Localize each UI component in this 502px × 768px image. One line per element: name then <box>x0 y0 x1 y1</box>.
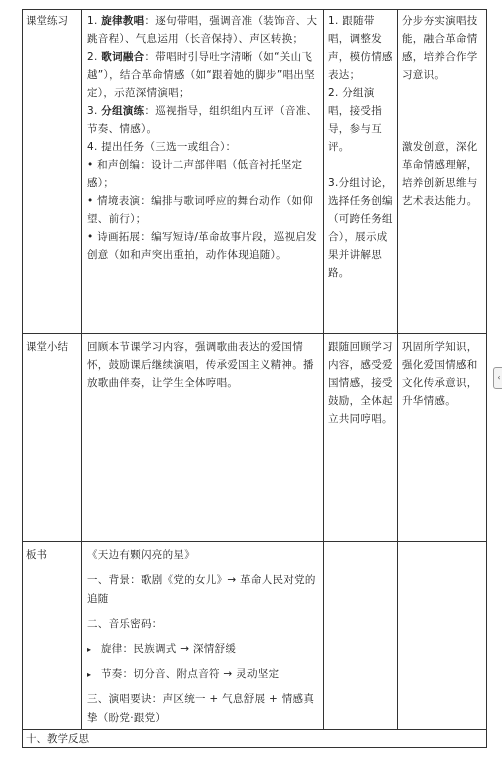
section-heading-reflection: 十、教学反思 <box>26 733 89 745</box>
practice-step: 2. 歌词融合：带唱时引导吐字清晰（如“关山飞越”），结合革命情感（如“跟着她的脚步”唱出坚定），示范深情演唱； <box>87 51 315 99</box>
row-label-practice: 课堂练习 <box>26 15 68 27</box>
board-music-heading: 二、音乐密码： <box>87 618 163 630</box>
practice-student-cell: 1. 跟随带唱，调整发声，模仿情感表达； 2. 分组演唱，接受指导，参与互评。 3.分组讨论，选择任务创编（可跨任务组合），展示成果并讲解思路。 <box>328 15 393 279</box>
practice-teacher-cell <box>87 12 319 264</box>
table-border-bottom <box>22 747 487 748</box>
practice-bullet: • 和声创编：设计二声部伴唱（低音衬托坚定感）； <box>87 159 303 189</box>
row-label-summary: 课堂小结 <box>26 341 68 353</box>
practice-intent-cell: 分步夯实演唱技能，融合革命情感，培养合作学习意识。 激发创意，深化革命情感理解，培养创新思维与艺术表达能力。 <box>402 15 478 207</box>
board-title: 《天边有颗闪亮的星》 <box>87 549 195 561</box>
table-border-right <box>486 9 487 747</box>
row-divider-3 <box>22 729 487 730</box>
board-rhythm: ▸ 节奏：切分音、附点音符 → 灵动坚定 <box>87 665 319 684</box>
board-cell <box>87 546 319 728</box>
row-divider-1 <box>22 333 487 334</box>
summary-student-cell: 跟随回顾学习内容，感受爱国情感，接受鼓励，全体起立共同哼唱。 <box>328 341 393 425</box>
row-label-board: 板书 <box>26 549 47 561</box>
table-border-col3 <box>397 9 398 729</box>
practice-bullet: • 诗画拓展：编写短诗/革命故事片段，巡视启发创意（如和声突出重拍，动作体现追随）。 <box>87 231 317 261</box>
row-divider-2 <box>22 541 487 542</box>
practice-step: 4. 提出任务（三选一或组合）： <box>87 141 237 153</box>
practice-step: 1. 旋律教唱：逐句带唱，强调音准（装饰音、大跳音程）、气息运用（长音保持）、声区转换； <box>87 15 318 45</box>
table-border-col1 <box>81 9 82 729</box>
triangle-bullet-icon: ▸ <box>87 670 92 679</box>
summary-teacher-cell: 回顾本节课学习内容，强调歌曲表达的爱国情怀，鼓励课后继续演唱，传承爱国主义精神。播放歌曲伴奏，让学生全体哼唱。 <box>87 341 314 389</box>
triangle-bullet-icon: ▸ <box>87 645 92 654</box>
board-background: 一、背景：歌剧《党的女儿》→ 革命人民对党的追随 <box>87 574 316 605</box>
practice-bullet: • 情境表演：编排与歌词呼应的舞台动作（如仰望、前行）； <box>87 195 314 225</box>
summary-intent-cell: 巩固所学知识，强化爱国情感和文化传承意识，升华情感。 <box>402 341 478 407</box>
practice-step: 3. 分组演练：巡视指导，组织组内互评（音准、节奏、情感）。 <box>87 105 318 135</box>
table-border-left <box>22 9 23 747</box>
table-border-col2 <box>323 9 324 729</box>
side-panel-toggle-icon[interactable]: ‹ <box>493 367 502 389</box>
board-tips: 三、演唱要诀：声区统一 + 气息舒展 + 情感真挚（盼党·跟党） <box>87 693 315 724</box>
board-melody: ▸ 旋律：民族调式 → 深情舒缓 <box>87 640 319 659</box>
table-border-top <box>22 9 487 10</box>
